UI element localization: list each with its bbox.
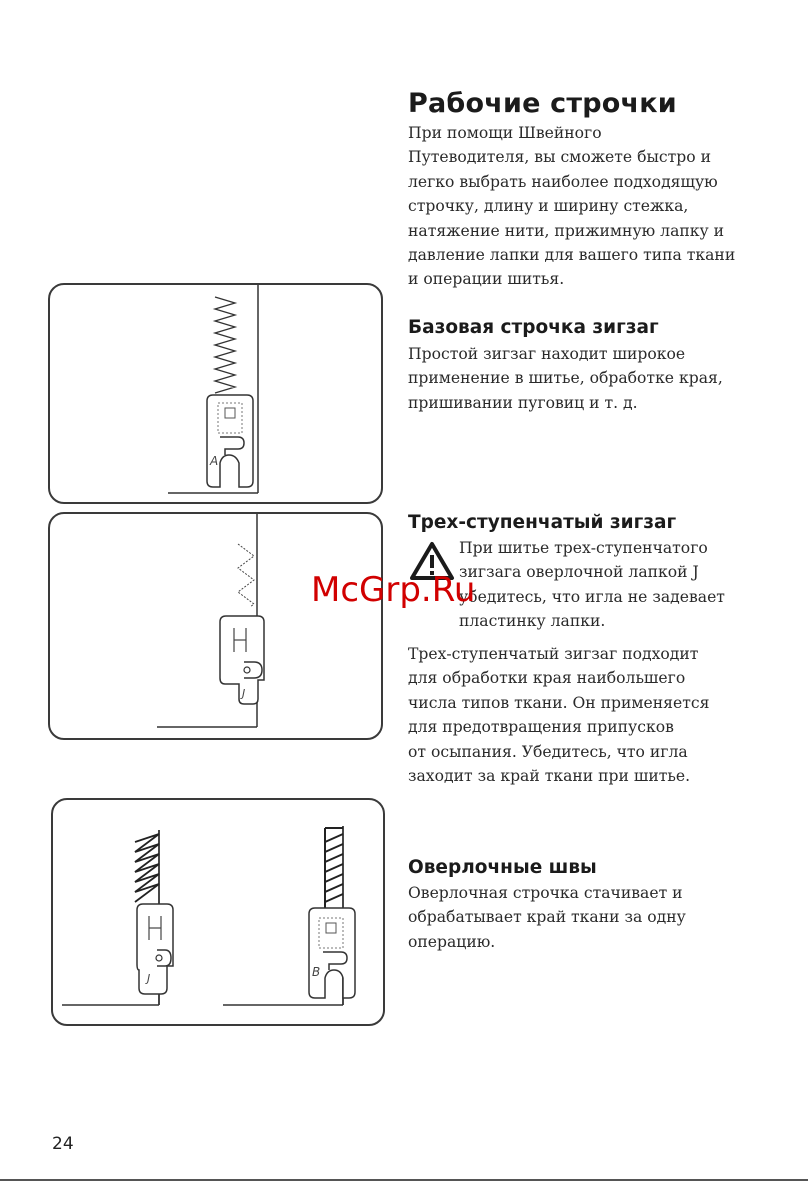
section-text-overlock: [408, 881, 686, 954]
page-bottom-rule: [0, 1179, 808, 1181]
text-line: Трех-ступенчатый зигзаг подходит: [408, 645, 699, 663]
intro-line: Путеводителя, вы сможете быстро и: [408, 148, 711, 167]
three-step-foot-drawing: [50, 514, 381, 738]
section-heading-overlock: Оверлочные швы: [408, 857, 597, 878]
presser-foot-j: [137, 904, 173, 994]
warning-line: зигзага оверлочной лапкой J: [459, 563, 699, 582]
text-line: Оверлочная строчка стачивает и: [408, 884, 683, 902]
watermark: McGrp.Ru: [311, 570, 476, 610]
overlock-stitch-right: [325, 834, 343, 902]
illustration-overlock: [51, 798, 385, 1026]
text-line: Простой зигзаг находит широкое: [408, 345, 686, 363]
illustration-three-step: [48, 512, 383, 740]
warning-line: убедитесь, что игла не задевает: [459, 587, 725, 606]
page-title: Рабочие строчки: [408, 88, 677, 119]
intro-line: строчку, длину и ширину стежка,: [408, 197, 689, 216]
zigzag-stitch: [215, 297, 235, 393]
foot-letter-j2: J: [147, 972, 151, 985]
warning-line: При шитье трех-ступенчатого: [459, 539, 708, 557]
intro-line: легко выбрать наиболее подходящую: [408, 172, 718, 191]
foot-letter-a: A: [210, 454, 219, 468]
section-heading-zigzag: Базовая строчка зигзаг: [408, 317, 659, 338]
foot-letter-j: J: [242, 687, 246, 700]
zigzag-foot-drawing: [50, 285, 381, 502]
intro-line: и операции шитья.: [408, 270, 565, 289]
text-line: пришивании пуговиц и т. д.: [408, 393, 638, 412]
presser-foot: [207, 395, 253, 487]
text-line: операцию.: [408, 932, 496, 951]
warning-text: [459, 536, 725, 634]
intro-line: натяжение нити, прижимную лапку и: [408, 221, 725, 240]
intro-paragraph: [408, 121, 735, 292]
presser-foot-b: [309, 908, 355, 998]
overlock-feet-drawing: [53, 800, 383, 1024]
foot-letter-b: B: [312, 965, 321, 979]
section-text-three-step: [408, 642, 709, 788]
warning-line: пластинку лапки.: [459, 612, 606, 631]
text-line: для предотвращения припусков: [408, 718, 674, 737]
text-line: применение в шитье, обработке края,: [408, 369, 723, 388]
text-line: обрабатывает край ткани за одну: [408, 908, 686, 927]
three-step-stitch: [238, 544, 254, 607]
text-line: заходит за край ткани при шитье.: [408, 767, 691, 786]
page-number: 24: [52, 1134, 74, 1154]
section-text-zigzag: [408, 342, 723, 415]
text-line: числа типов ткани. Он применяется: [408, 693, 710, 712]
text-line: для обработки края наибольшего: [408, 669, 686, 688]
illustration-zigzag: [48, 283, 383, 504]
intro-line: При помощи Швейного: [408, 124, 602, 142]
overlock-stitch-left: [135, 834, 159, 902]
text-line: от осыпания. Убедитесь, что игла: [408, 742, 688, 761]
section-heading-three-step: Трех-ступенчатый зигзаг: [408, 512, 677, 533]
intro-line: давление лапки для вашего типа ткани: [408, 246, 736, 265]
